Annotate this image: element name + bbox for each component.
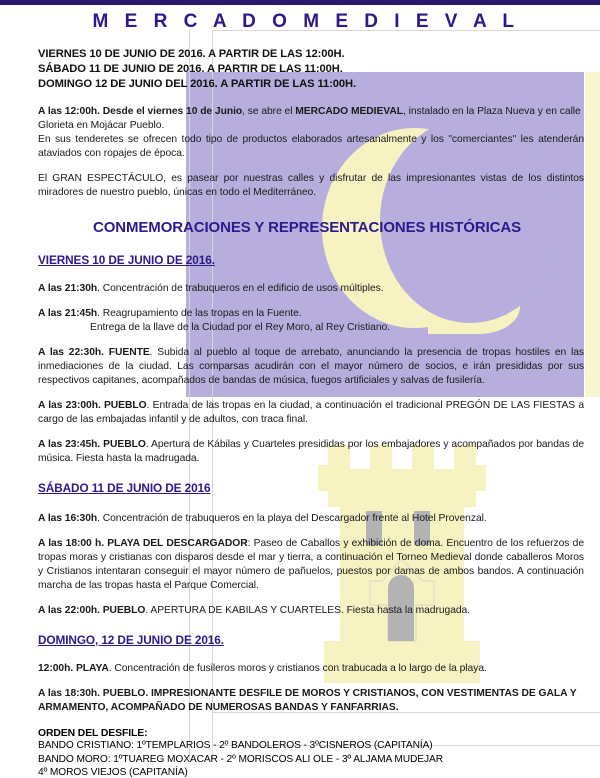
event-description: . Concentración de fusileros moros y cristianos con trabucada a lo largo de la playa. — [108, 662, 487, 674]
section-title: CONMEMORACIONES Y REPRESENTACIONES HISTÓRICAS — [92, 218, 522, 236]
event-description: . Concentración de trabuqueros en el edificio de usos múltiples. — [97, 282, 384, 294]
event-sub-line: Entrega de la llave de la Ciudad por el Rey Moro, al Rey Cristiano. — [90, 321, 390, 333]
page-title: M E R C A D O M E D I E V A L — [92, 11, 520, 32]
event-entry — [38, 307, 584, 335]
event-description: . Concentración de trabuqueros en la playa del Descargador frente al Hotel Provenzal. — [97, 512, 487, 524]
event-time: A las 18:00 h. PLAYA DEL DESCARGADOR — [38, 537, 248, 549]
schedule-header-line: DOMINGO 12 DE JUNIO DEL 2016. A PARTIR DE LAS 11:00H. — [38, 77, 356, 90]
event-description: . Apertura de Kábilas y Cuarteles presididas por los embajadores y acompañados por bandas de música. Fiesta hasta la madrugada. — [38, 438, 584, 464]
event-time: A las 23:45h. PUEBLO — [38, 438, 146, 450]
event-description: . Subida al pueblo al toque de arrebato, anunciando la presencia de tropas hostiles en las inmediaciones de la ciudad. Las comparsas acudirán con el mayor número de socios, e irán presididas por sus respectivos capitanes, acompañados de bandas de música, fuegos artificiales y salvas de fusilería. — [38, 346, 585, 386]
intro-tail: , instalado en la Plaza Nueva y en calle Glorieta en Mojácar Pueblo. — [38, 105, 581, 131]
event-entry — [38, 537, 584, 593]
event-entry — [38, 438, 584, 466]
orden-desfile-line: 4º MOROS VIEJOS (CAPITANÍA) — [38, 767, 188, 778]
event-time: A las 22:30h. FUENTE — [38, 346, 150, 358]
day-heading-sabado: SÁBADO 11 DE JUNIO DE 2016 — [38, 480, 211, 495]
event-time: A las 23:00h. PUEBLO — [38, 399, 147, 411]
day-heading-domingo: DOMINGO, 12 DE JUNIO DE 2016. — [38, 632, 224, 647]
intro-paragraph-3: El GRAN ESPECTÁCULO, es pasear por nuestras calles y disfrutar de las impresionantes vistas de los distintos miradores de nuestro pueblo, únicas en todo el Mediterráneo. — [38, 172, 584, 198]
orden-desfile-title: ORDEN DEL DESFILE: — [38, 727, 148, 739]
event-time: A las 16:30h — [38, 512, 98, 524]
event-time: A las 22:00h. PUEBLO — [38, 604, 146, 616]
event-entry — [38, 662, 584, 676]
orden-desfile-line: BANDO CRISTIANO: 1ºTEMPLARIOS - 2º BANDOLEROS - 3ºCISNEROS (CAPITANÍA) — [38, 739, 433, 751]
event-time: 12:00h. PLAYA — [38, 662, 109, 674]
event-entry — [38, 399, 584, 427]
event-description: . Entrada de las tropas en la ciudad, a continuación el tradicional PREGÓN DE LAS FIESTAS a cargo de las embajadas infantil y de adultos, con traca final. — [38, 399, 585, 425]
schedule-header-line: SÁBADO 11 DE JUNIO DE 2016. A PARTIR DE LAS 11:00H. — [38, 62, 343, 75]
event-description: . Reagrupamiento de las tropas en la Fuente. — [97, 307, 302, 319]
event-description: : Paseo de Caballos y exhibición de doma. Encuentro de los refuerzos de tropas moras y cristianas con disparos desde el mar y tierra, a continuación el Torneo Medieval donde caballeros Moros y Cristianos intentaran conseguir el mayor número de pañuelos, puestos por damas de ambos bandos. A continuación marcha de las tropas hasta el Parque Comercial. — [38, 537, 584, 591]
event-entry — [38, 512, 584, 526]
event-time: A las 21:45h — [38, 307, 98, 319]
orden-desfile-line: BANDO MORO: 1ºTUAREG MOXACAR - 2º MORISCOS ALI OLE - 3º ALJAMA MUDEJAR — [38, 753, 443, 765]
event-description: . APERTURA DE KABILAS Y CUARTELES. Fiesta hasta la madrugada. — [145, 604, 471, 616]
schedule-header — [38, 47, 584, 92]
intro-bold-a: A las 12:00h. Desde el viernes 10 de Junio — [38, 105, 243, 117]
event-entry — [38, 604, 584, 618]
schedule-header-line: VIERNES 10 DE JUNIO DE 2016. A PARTIR DE LAS 12:00H. — [38, 47, 345, 60]
intro-bold-b: MERCADO MEDIEVAL — [295, 105, 403, 117]
intro-paragraph-2: En sus tenderetes se ofrecen todo tipo de productos elaborados artesanalmente y los "comerciantes" les atenderán ataviados con ropajes de época. — [38, 133, 584, 159]
intro-paragraph-1 — [38, 105, 584, 133]
event-entry — [38, 346, 584, 388]
intro-mid: , se abre el — [242, 105, 296, 117]
event-entry — [38, 282, 584, 296]
day-heading-viernes: VIERNES 10 DE JUNIO DE 2016. — [38, 252, 215, 267]
event-entry-highlight: A las 18:30h. PUEBLO. IMPRESIONANTE DESFILE DE MOROS Y CRISTIANOS, CON VESTIMENTAS DE GALA Y ARMAMENTO, ACOMPAÑADO DE NUMEROSAS BANDAS Y FANFARRIAS. — [38, 687, 577, 713]
event-time: A las 21:30h — [38, 282, 98, 294]
